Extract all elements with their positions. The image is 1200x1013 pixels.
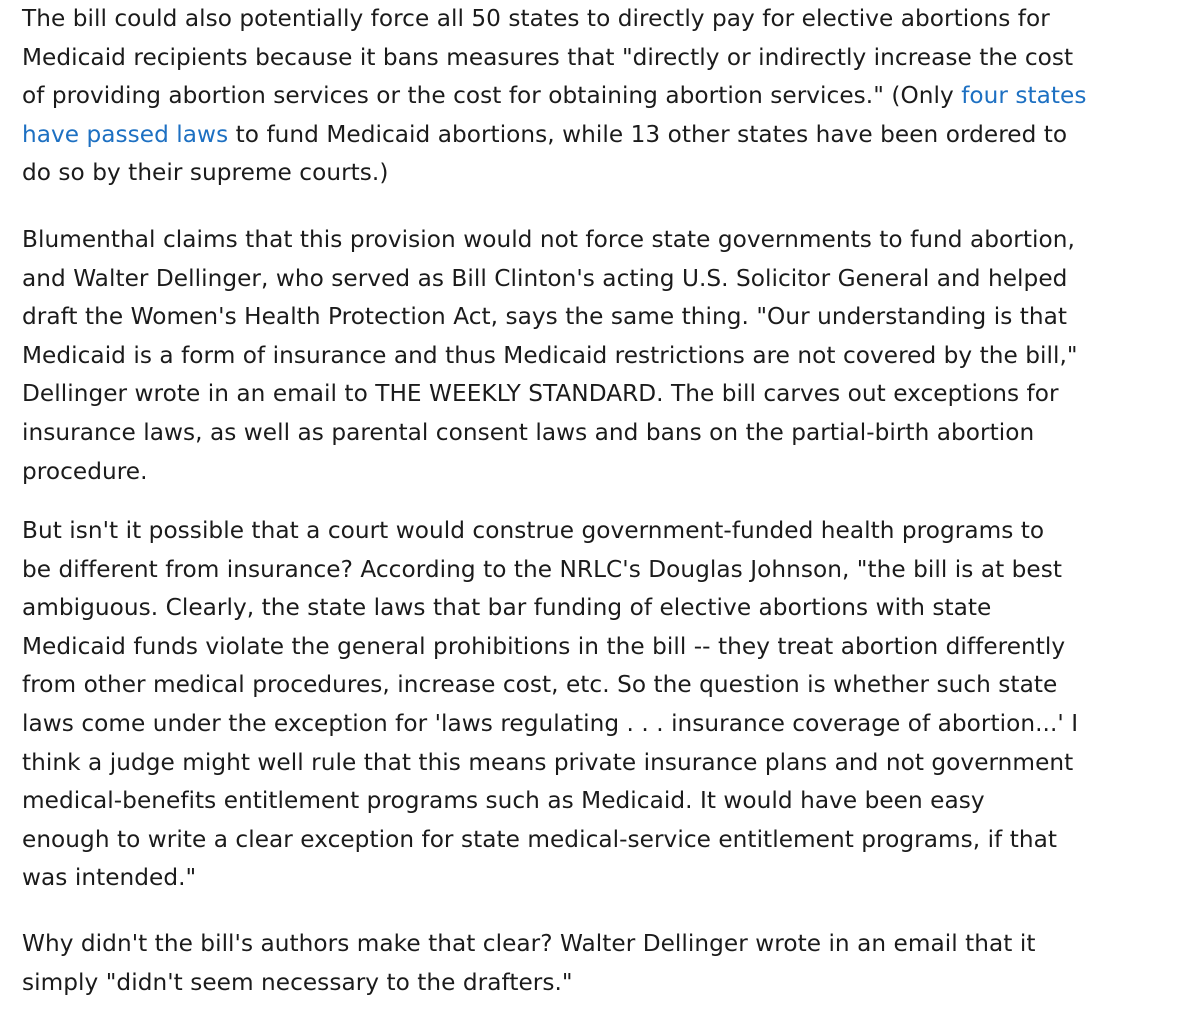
paragraph-authors-clarity bbox=[22, 925, 1036, 1002]
text-line bbox=[22, 77, 1087, 116]
text-line: simply "didn't seem necessary to the drafters." bbox=[22, 968, 573, 996]
text-line: ambiguous. Clearly, the state laws that bar funding of elective abortions with state bbox=[22, 594, 992, 622]
text-line: The bill could also potentially force all 50 states to directly pay for elective abortions for bbox=[22, 5, 1050, 32]
text-line: and Walter Dellinger, who served as Bill Clinton's acting U.S. Solicitor General and helped bbox=[22, 264, 1068, 292]
text-segment: to fund Medicaid abortions, while 13 other states have been ordered to bbox=[228, 120, 1068, 148]
text-line bbox=[22, 116, 1087, 155]
text-line: enough to write a clear exception for state medical-service entitlement programs, if that bbox=[22, 825, 1057, 853]
text-line: Medicaid is a form of insurance and thus Medicaid restrictions are not covered by the bill," bbox=[22, 341, 1078, 369]
text-line: Dellinger wrote in an email to THE WEEKLY STANDARD. The bill carves out exceptions for bbox=[22, 380, 1059, 408]
text-line: But isn't it possible that a court would construe government-funded health programs to bbox=[22, 517, 1045, 544]
text-line: medical-benefits entitlement programs such as Medicaid. It would have been easy bbox=[22, 787, 985, 815]
text-line: Medicaid recipients because it bans measures that "directly or indirectly increase the cost bbox=[22, 43, 1074, 71]
four-states-link[interactable]: four states bbox=[961, 82, 1087, 110]
text-line: from other medical procedures, increase cost, etc. So the question is whether such state bbox=[22, 671, 1058, 699]
paragraph-blumenthal-claims bbox=[22, 221, 1078, 491]
text-line: was intended." bbox=[22, 864, 197, 892]
text-line: draft the Women's Health Protection Act, says the same thing. "Our understanding is that bbox=[22, 303, 1068, 331]
text-line: Why didn't the bill's authors make that clear? Walter Dellinger wrote in an email that it bbox=[22, 930, 1036, 957]
text-line: do so by their supreme courts.) bbox=[22, 159, 389, 187]
text-line: laws come under the exception for 'laws regulating . . . insurance coverage of abortion...' I bbox=[22, 709, 1079, 737]
text-segment: of providing abortion services or the cost for obtaining abortion services." (Only bbox=[22, 82, 962, 110]
text-line: procedure. bbox=[22, 457, 148, 485]
have-passed-laws-link[interactable]: have passed laws bbox=[22, 120, 229, 148]
text-line: Blumenthal claims that this provision would not force state governments to fund abortion, bbox=[22, 226, 1075, 253]
text-line: think a judge might well rule that this means private insurance plans and not government bbox=[22, 748, 1074, 776]
text-line: insurance laws, as well as parental consent laws and bans on the partial-birth abortion bbox=[22, 418, 1035, 446]
text-line: be different from insurance? According to the NRLC's Douglas Johnson, "the bill is at best bbox=[22, 555, 1063, 583]
text-line: Medicaid funds violate the general prohibitions in the bill -- they treat abortion differently bbox=[22, 632, 1066, 660]
paragraph-court-construction bbox=[22, 512, 1078, 898]
paragraph-medicaid-funding bbox=[22, 0, 1087, 193]
